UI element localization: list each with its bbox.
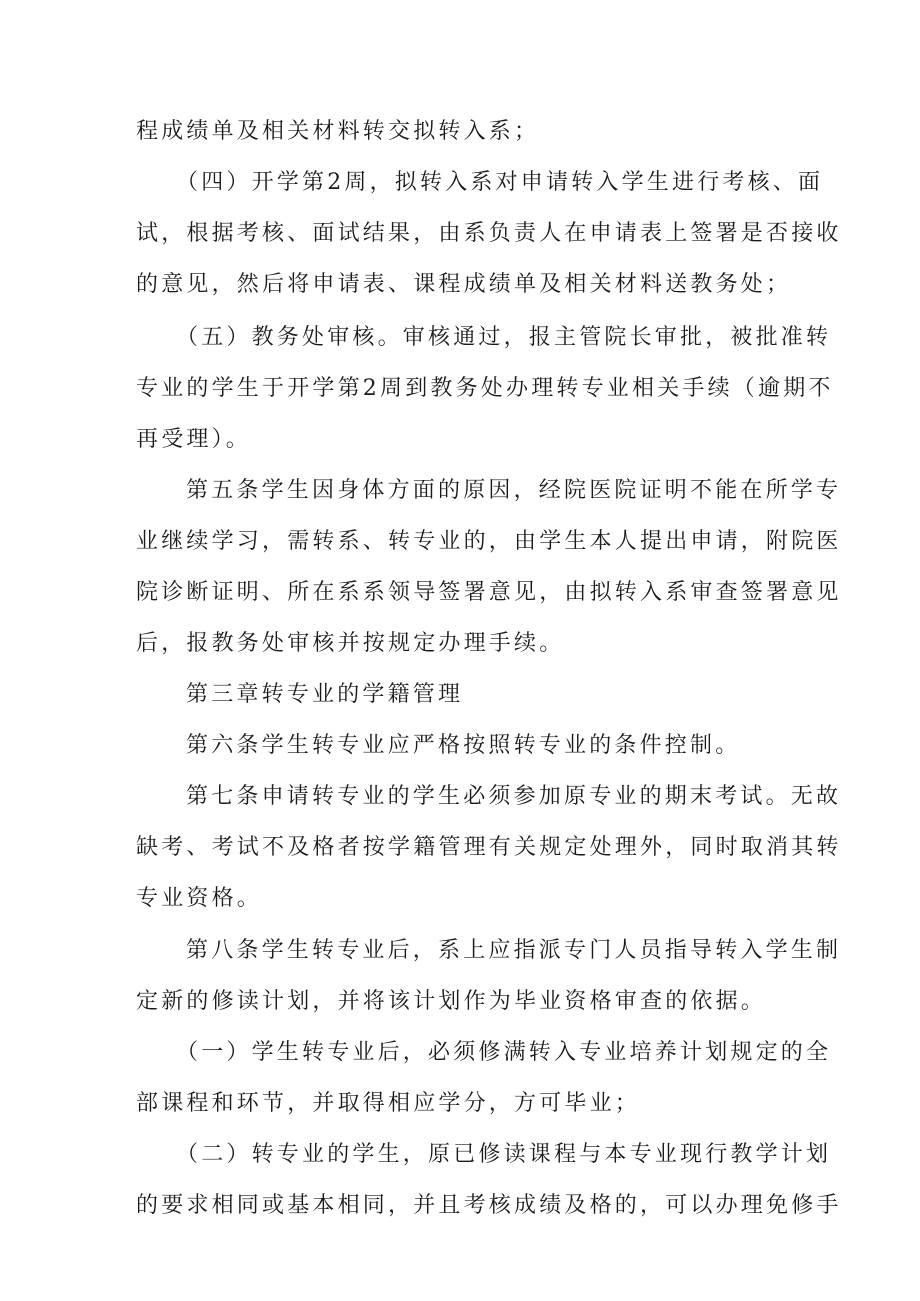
text-line-22: 的要求相同或基本相同，并且考核成绩及格的，可以办理免修手 bbox=[136, 1193, 842, 1218]
text-line-19: （一）学生转专业后，必须修满转入专业培养计划规定的全 bbox=[176, 1040, 832, 1065]
text-line-17: 第八条学生转专业后，系上应指派专门人员指导转入学生制 bbox=[186, 938, 842, 963]
text-line-14: 第七条申请转专业的学生必须参加原专业的期末考试。无故 bbox=[186, 784, 842, 809]
text-line-8: 第五条学生因身体方面的原因，经院医院证明不能在所学专 bbox=[186, 478, 842, 503]
text-line-11: 后，报教务处审核并按规定办理手续。 bbox=[136, 631, 565, 656]
text-line-20: 部课程和环节，并取得相应学分，方可毕业； bbox=[136, 1091, 641, 1116]
chapter-heading: 第三章转专业的学籍管理 bbox=[186, 682, 464, 707]
text-line-2: （四）开学第2周，拟转入系对申请转入学生进行考核、面 bbox=[176, 170, 824, 195]
text-line-4: 的意见，然后将申请表、课程成绩单及相关材料送教务处； bbox=[136, 272, 792, 297]
text-line-3: 试，根据考核、面试结果，由系负责人在申请表上签署是否接收 bbox=[136, 221, 842, 246]
text-line-7: 再受理）。 bbox=[136, 427, 252, 452]
text-line-18: 定新的修读计划，并将该计划作为毕业资格审查的依据。 bbox=[136, 989, 767, 1014]
text-line-5: （五）教务处审核。审核通过，报主管院长审批，被批准转 bbox=[176, 325, 832, 350]
text-line-1: 程成绩单及相关材料转交拟转入系； bbox=[136, 119, 540, 144]
text-line-13: 第六条学生转专业应严格按照转专业的条件控制。 bbox=[186, 733, 741, 758]
text-line-15: 缺考、考试不及格者按学籍管理有关规定处理外，同时取消其转 bbox=[136, 835, 842, 860]
text-line-21: （二）转专业的学生，原已修读课程与本专业现行教学计划 bbox=[176, 1142, 832, 1167]
text-line-6: 专业的学生于开学第2周到教务处办理转专业相关手续（逾期不 bbox=[136, 376, 834, 401]
text-line-10: 院诊断证明、所在系系领导签署意见，由拟转入系审查签署意见 bbox=[136, 580, 842, 605]
text-line-9: 业继续学习，需转系、转专业的，由学生本人提出申请，附院医 bbox=[136, 529, 842, 554]
text-line-16: 专业资格。 bbox=[136, 886, 263, 911]
